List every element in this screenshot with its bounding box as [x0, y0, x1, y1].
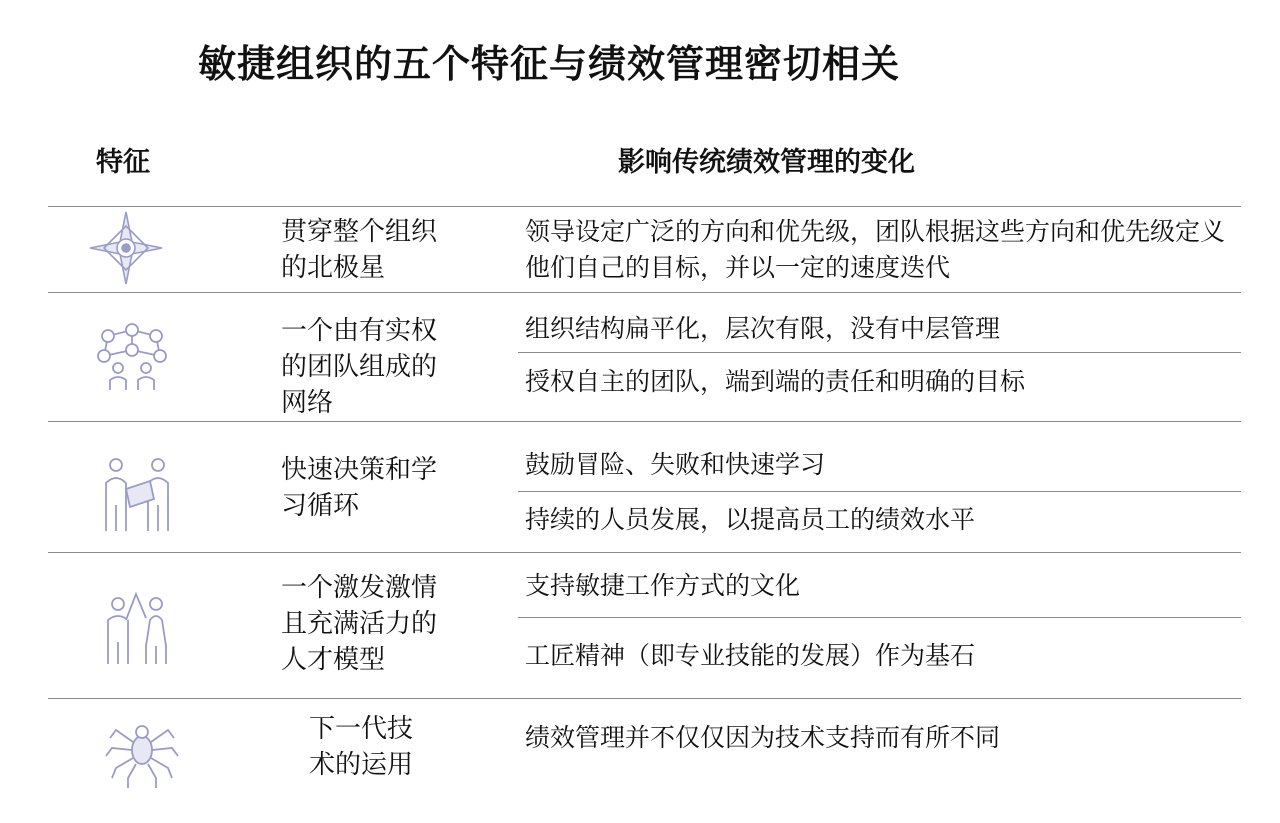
row-sub-divider — [518, 491, 1241, 492]
feature-cell — [281, 214, 481, 286]
feature-line: 习循环 — [281, 491, 360, 521]
table-divider — [48, 206, 1241, 207]
change-cell: 授权自主的团队，端到端的责任和明确的目标 — [525, 367, 1026, 396]
table-divider — [48, 552, 1241, 553]
table-divider — [48, 698, 1241, 699]
feature-line: 的北极星 — [281, 253, 386, 283]
feature-cell — [281, 313, 481, 421]
feature-line: 的团队组成的 — [281, 352, 438, 382]
feature-cell — [281, 452, 481, 524]
tech-spider-icon — [102, 712, 182, 792]
table-divider — [48, 292, 1241, 293]
column-header-change: 影响传统绩效管理的变化 — [618, 147, 915, 178]
change-cell: 领导设定广泛的方向和优先级，团队根据这些方向和优先级定义他们自己的目标，并以一定的速度迭代 — [525, 217, 1226, 282]
row-sub-divider — [518, 352, 1241, 353]
change-cell: 持续的人员发展，以提高员工的绩效水平 — [525, 505, 976, 534]
row-sub-divider — [518, 617, 1241, 618]
feature-line: 且充满活力的 — [281, 609, 438, 639]
feature-line: 下一代技 — [309, 714, 414, 744]
people-high-five-icon — [98, 588, 178, 668]
feature-line: 贯穿整个组织 — [281, 217, 438, 247]
change-cell: 绩效管理并不仅仅因为技术支持而有所不同 — [525, 723, 1001, 752]
feature-cell — [281, 570, 481, 678]
column-header-feature: 特征 — [96, 147, 150, 178]
feature-line: 术的运用 — [309, 750, 414, 780]
table-divider — [48, 421, 1241, 422]
feature-line: 网络 — [281, 388, 334, 418]
feature-cell — [309, 711, 509, 783]
change-cell: 组织结构扁平化，层次有限，没有中层管理 — [525, 314, 1001, 343]
change-cell: 支持敏捷工作方式的文化 — [525, 571, 801, 600]
people-discussion-icon — [98, 455, 178, 535]
team-network-icon — [92, 318, 172, 398]
feature-line: 一个激发激情 — [281, 573, 438, 603]
feature-line: 一个由有实权 — [281, 316, 438, 346]
feature-line: 快速决策和学 — [281, 455, 438, 485]
change-cell: 工匠精神（即专业技能的发展）作为基石 — [525, 641, 976, 670]
north-star-icon — [86, 208, 166, 288]
page-title: 敏捷组织的五个特征与绩效管理密切相关 — [198, 42, 901, 86]
change-cell: 鼓励冒险、失败和快速学习 — [525, 450, 826, 479]
feature-line: 人才模型 — [281, 645, 386, 675]
